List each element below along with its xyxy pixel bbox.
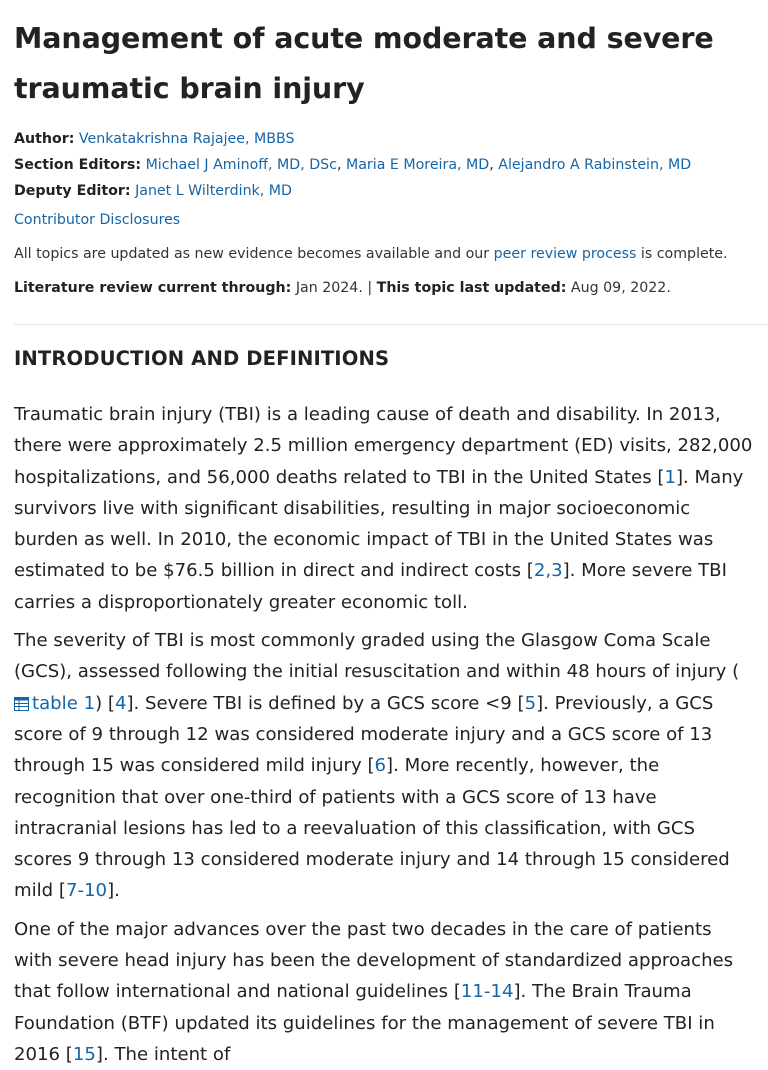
paragraph: Traumatic brain injury (TBI) is a leading cause of death and disability. In 2013, there were approximately 2.5 million emergency department (ED) visits, 282,000 hospitalizations, and 56,000 deaths related to TBI in the United States [1]. Many survivors live with significant disabilities, resulting in major socioeconomic burden as well. In 2010, the economic impact of TBI in the United States was estimated to be $76.5 billion in direct and indirect costs [2,3]. More severe TBI carries a disproportionately greater economic toll.	[14, 404, 753, 613]
separator: |	[367, 280, 373, 296]
divider	[14, 324, 768, 325]
peer-review-link[interactable]: peer review process	[493, 246, 637, 262]
section-editor-link[interactable]: Michael J Aminoff, MD, DSc	[145, 157, 337, 173]
reference-link[interactable]: 15	[72, 1043, 96, 1065]
authors-block	[14, 126, 754, 204]
reference-link[interactable]: 11-14	[460, 981, 514, 1003]
section-editor-link[interactable]: Maria E Moreira, MD	[346, 157, 490, 173]
reference-link[interactable]: 2,3	[533, 560, 563, 582]
author-line	[14, 126, 754, 152]
reference-link[interactable]: 5	[524, 692, 537, 714]
table-icon	[14, 697, 29, 711]
author-label: Author:	[14, 131, 75, 147]
last-updated-label: This topic last updated:	[376, 280, 567, 296]
deputy-editor-link[interactable]: Janet L Wilterdink, MD	[135, 183, 292, 199]
deputy-editor-line	[14, 178, 754, 204]
reference-link[interactable]: 4	[114, 692, 127, 714]
contributor-disclosures-link[interactable]: Contributor Disclosures	[14, 212, 181, 228]
reference-link[interactable]: 7-10	[65, 880, 108, 902]
literature-review-date: Jan 2024.	[295, 280, 363, 296]
author-link[interactable]: Venkatakrishna Rajajee, MBBS	[78, 131, 295, 147]
literature-review-label: Literature review current through:	[14, 280, 292, 296]
section-editors-line: Section Editors: Michael J Aminoff, MD, DSc, Maria E Moreira, MD, Alejandro A Rabinstein, MD	[14, 157, 692, 173]
section-heading: INTRODUCTION AND DEFINITIONS	[14, 347, 390, 370]
table-link[interactable]: table 1	[14, 693, 95, 714]
update-note: All topics are updated as new evidence becomes available and our peer review process is complete.	[14, 246, 728, 262]
review-dates	[14, 277, 754, 299]
paragraph: One of the major advances over the past two decades in the care of patients with severe head injury has been the development of standardized approaches that follow international and national guidelines [11-14]. The Brain Trauma Foundation (BTF) updated its guidelines for the management of severe TBI in 2016 [15]. The intent of	[14, 918, 734, 1065]
deputy-editor-label: Deputy Editor:	[14, 183, 131, 199]
last-updated-date: Aug 09, 2022.	[570, 280, 671, 296]
page-title: Management of acute moderate and severe traumatic brain injury	[14, 22, 714, 105]
reference-link[interactable]: 6	[374, 755, 387, 777]
reference-link[interactable]: 1	[664, 466, 676, 488]
section-editors-label: Section Editors:	[14, 157, 142, 173]
section-editor-link[interactable]: Alejandro A Rabinstein, MD	[498, 157, 692, 173]
article-body	[14, 399, 754, 1070]
paragraph: The severity of TBI is most commonly graded using the Glasgow Coma Scale (GCS), assessed following the initial resuscitation and within 48 hours of injury (table 1) [4]. Severe TBI is defined by a GCS score <9 [5]. Previously, a GCS score of 9 through 12 was considered moderate injury and a GCS score of 13 through 15 was considered mild injury [6]. More recently, however, the recognition that over one-third of patients with a GCS score of 13 have intracranial lesions has led to a reevaluation of this classification, with GCS scores 9 through 13 considered moderate injury and 14 through 15 considered mild [7-10].	[14, 630, 740, 902]
